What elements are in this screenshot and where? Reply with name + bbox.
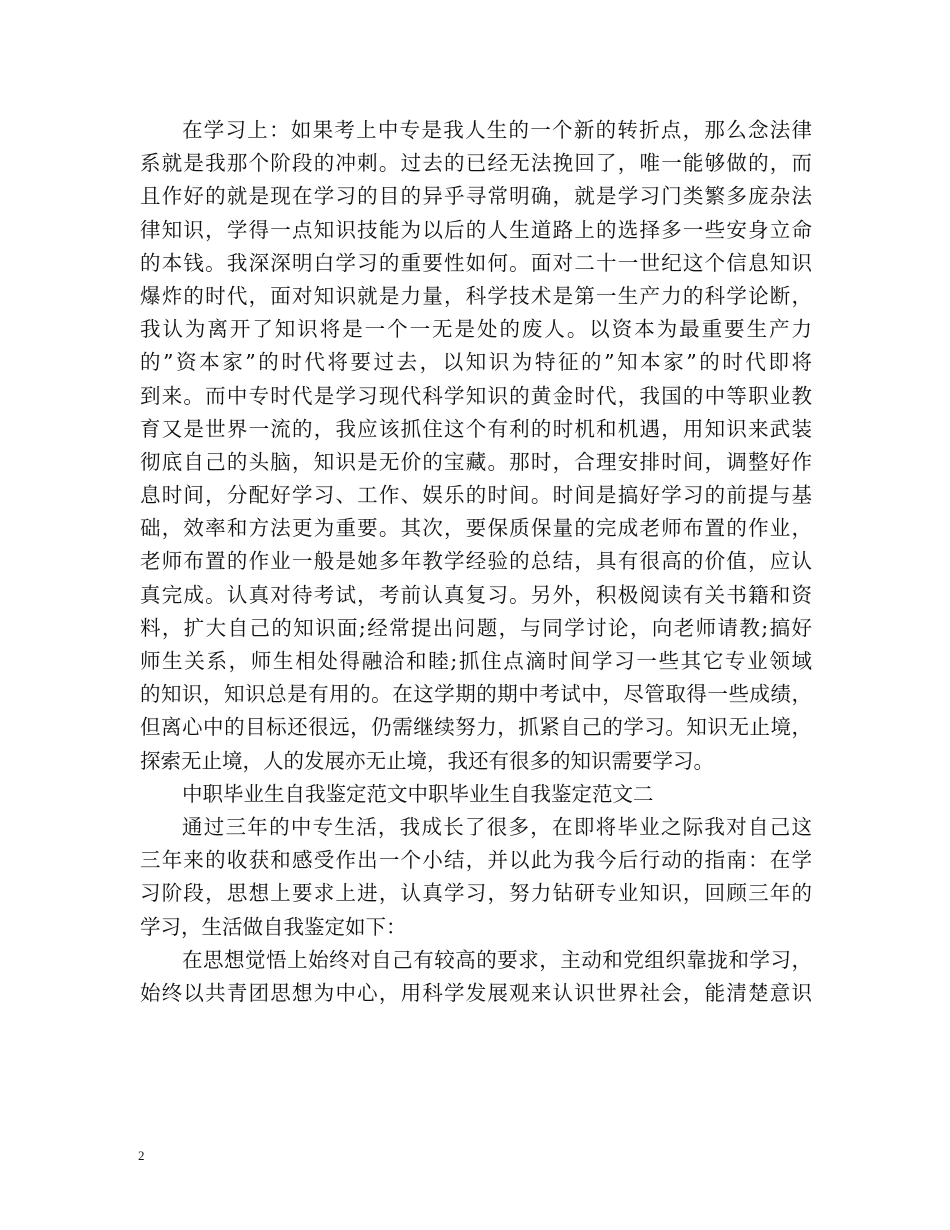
page-number: 2	[138, 1148, 145, 1163]
text-line	[140, 711, 812, 744]
text-line	[140, 180, 812, 213]
text-line	[140, 346, 812, 379]
text-line-content: 我认为离开了知识将是一个一无是处的废人。以资本为最重要生产力	[140, 317, 812, 342]
text-line	[140, 247, 812, 280]
text-line-content: 爆炸的时代，面对知识就是力量，科学技术是第一生产力的科学论断，	[140, 283, 812, 308]
text-line-content: 的本钱。我深深明白学习的重要性如何。面对二十一世纪这个信息知识	[140, 250, 812, 275]
text-line-content: 习阶段，思想上要求上进，认真学习，努力钻研专业知识，回顾三年的	[140, 881, 812, 906]
text-line-content: 在思想觉悟上始终对自己有较高的要求，主动和党组织靠拢和学习，	[182, 947, 812, 972]
text-line-content: 通过三年的中专生活，我成长了很多，在即将毕业之际我对自己这	[182, 814, 812, 839]
text-line-content: 学习，生活做自我鉴定如下：	[140, 914, 407, 939]
text-line	[140, 280, 812, 313]
text-line-content: 的知识，知识总是有用的。在这学期的期中考试中，尽管取得一些成绩，	[140, 682, 812, 707]
text-line-content: 育又是世界一流的，我应该抓住这个有利的时机和机遇，用知识来武装	[140, 416, 812, 441]
text-line-content: 三年来的收获和感受作出一个小结，并以此为我今后行动的指南：在学	[140, 848, 812, 873]
text-line	[140, 114, 812, 147]
text-line-content: 息时间，分配好学习、工作、娱乐的时间。时间是搞好学习的前提与基	[140, 483, 812, 508]
text-line	[140, 545, 812, 578]
text-line-content: 在学习上：如果考上中专是我人生的一个新的转折点，那么念法律	[182, 118, 812, 142]
text-line	[140, 844, 812, 877]
text-line-content: 探索无止境，人的发展亦无止境，我还有很多的知识需要学习。	[140, 748, 714, 773]
text-line-content: 且作好的就是现在学习的目的异乎寻常明确，就是学习门类繁多庞杂法	[140, 184, 812, 209]
text-line	[140, 579, 812, 612]
text-line-content: 彻底自己的头脑，知识是无价的宝藏。那时，合理安排时间，调整好作	[140, 449, 812, 474]
document-body	[140, 114, 812, 1010]
text-line-content: 中职毕业生自我鉴定范文中职毕业生自我鉴定范文二	[182, 781, 654, 806]
text-line	[140, 645, 812, 678]
text-line	[140, 512, 812, 545]
text-line-content: 系就是我那个阶段的冲刺。过去的已经无法挽回了，唯一能够做的，而	[140, 151, 812, 176]
text-line-content: 的”资本家”的时代将要过去，以知识为特征的”知本家”的时代即将	[140, 350, 812, 375]
text-line	[140, 811, 812, 844]
text-line	[140, 313, 812, 346]
text-line-content: 础，效率和方法更为重要。其次，要保质保量的完成老师布置的作业，	[140, 516, 812, 541]
text-line	[140, 413, 812, 446]
text-line	[140, 380, 812, 413]
text-line	[140, 778, 812, 811]
text-line-content: 到来。而中专时代是学习现代科学知识的黄金时代，我国的中等职业教	[140, 383, 812, 408]
text-line	[140, 745, 812, 778]
text-line-content: 始终以共青团思想为中心，用科学发展观来认识世界社会，能清楚意识	[140, 980, 812, 1005]
text-line-content: 真完成。认真对待考试，考前认真复习。另外，积极阅读有关书籍和资	[140, 582, 812, 607]
text-line	[140, 147, 812, 180]
text-line	[140, 944, 812, 977]
text-line-content: 师生关系，师生相处得融洽和睦;抓住点滴时间学习一些其它专业领域	[140, 649, 812, 673]
text-line-content: 料，扩大自己的知识面;经常提出问题，与同学讨论，向老师请教;搞好	[140, 615, 812, 640]
text-line	[140, 877, 812, 910]
text-line	[140, 612, 812, 645]
text-line	[140, 678, 812, 711]
text-line-content: 律知识，学得一点知识技能为以后的人生道路上的选择多一些安身立命	[140, 217, 812, 242]
text-line	[140, 479, 812, 512]
text-line	[140, 977, 812, 1010]
text-line	[140, 911, 812, 944]
text-line	[140, 446, 812, 479]
text-line-content: 老师布置的作业一般是她多年教学经验的总结，具有很高的价值，应认	[140, 549, 812, 574]
text-line	[140, 214, 812, 247]
text-line-content: 但离心中的目标还很远，仍需继续努力，抓紧自己的学习。知识无止境，	[140, 715, 812, 740]
